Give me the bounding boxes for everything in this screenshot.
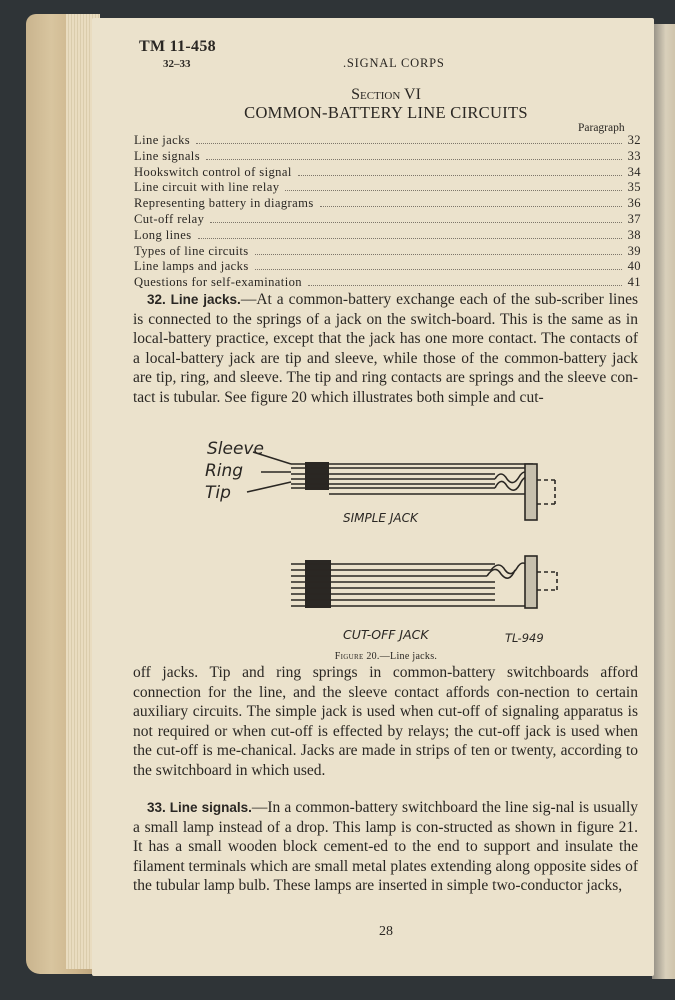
section-title: COMMON-BATTERY LINE CIRCUITS [244, 103, 528, 122]
figure-caption [0, 651, 675, 662]
paragraph-33-heading: 33. Line signals. [147, 800, 252, 815]
toc-entry [134, 228, 641, 244]
running-header: .SIGNAL CORPS [343, 56, 445, 70]
header-paragraph-range: 32–33 [163, 58, 191, 70]
table-of-contents [134, 133, 641, 291]
toc-entry-paragraph: 33 [627, 148, 641, 163]
ring-label: Ring [205, 461, 244, 481]
toc-entry [134, 244, 641, 260]
toc-entry [134, 133, 641, 149]
toc-entry-paragraph: 35 [627, 180, 641, 195]
paragraph-33 [133, 798, 638, 896]
manual-number: TM 11-458 [139, 38, 216, 55]
toc-entry [134, 275, 641, 291]
toc-entry-title: Representing battery in diagrams [134, 196, 314, 211]
toc-entry-title: Questions for self-examination [134, 275, 302, 290]
paragraph-32 [133, 290, 638, 408]
tip-label: Tip [205, 483, 231, 503]
figure-20-line-jacks [195, 432, 585, 657]
section-label: Section VI [351, 86, 421, 103]
toc-entry-title: Cut-off relay [134, 211, 205, 226]
toc-entry-title: Hookswitch control of signal [134, 164, 292, 179]
toc-entry-paragraph: 40 [627, 259, 641, 274]
page-number: 28 [379, 924, 393, 939]
simple-jack-sleeve-block [305, 462, 329, 490]
toc-entry-paragraph: 36 [627, 196, 641, 211]
toc-entry [134, 165, 641, 181]
paragraph-32-heading: 32. Line jacks. [147, 292, 241, 307]
toc-entry-title: Line circuit with line relay [134, 180, 280, 195]
figure-caption-text: —Line jacks. [379, 651, 438, 662]
paragraph-32-text: —At a common-battery exchange each of the sub-scriber lines is connected to the springs of a jack on the switch-board. This is the same as in local-battery practice, except that the jack has one more contact. The contacts of a local-battery jack are tip and sleeve, while those of the common-battery jack are tip, ring, and sleeve. The tip and ring contacts are springs and the sleeve con-tact is tubular. See figure 20 which illustrates both simple and cut- [133, 291, 638, 406]
paragraph-32-continued: off jacks. Tip and ring springs in common-battery switchboards afford connection for the line, and the sleeve contact affords con-nection to certain auxiliary circuits. The simple jack is used when cut-off of signaling apparatus is not required or when cut-off is effected by relays; the cut-off jack is used when the cut-off is me-chanical. Jacks are made in strips of ten or twenty, according to the switchboard in which used. [133, 664, 638, 779]
facing-page-edge [652, 24, 675, 979]
simple-jack-label: SIMPLE JACK [343, 511, 418, 525]
toc-entry [134, 180, 641, 196]
toc-entry-paragraph: 37 [627, 211, 641, 226]
toc-entry-paragraph: 38 [627, 227, 641, 242]
toc-entry-title: Line signals [134, 148, 201, 163]
toc-entry [134, 212, 641, 228]
toc-entry-title: Types of line circuits [134, 243, 249, 258]
toc-entry [134, 196, 641, 212]
toc-entry-paragraph: 41 [627, 275, 641, 290]
toc-entry-title: Long lines [134, 227, 192, 242]
toc-entry [134, 149, 641, 165]
toc-entry-paragraph: 34 [627, 164, 641, 179]
sleeve-label: Sleeve [207, 439, 264, 459]
cutoff-jack-label: CUT-OFF JACK [343, 627, 429, 642]
toc-entry-title: Line jacks [134, 133, 191, 147]
figure-caption-prefix: Figure 20. [334, 651, 380, 662]
paragraph-33-text: —In a common-battery switchboard the line sig-nal is usually a small lamp instead of a drop. This lamp is con-structed as shown in figure 21. It has a small wooden block cement-ed to the end to support and insulate the filament terminals which are small metal plates extending along opposite sides of the tubular lamp bulb. These lamps are inserted in simple two-conductor jacks, [133, 799, 638, 895]
drawing-number: TL-949 [505, 631, 544, 645]
toc-entry [134, 259, 641, 275]
toc-entry-title: Line lamps and jacks [134, 259, 249, 274]
toc-entry-paragraph: 32 [627, 133, 641, 147]
toc-entry-paragraph: 39 [627, 243, 641, 258]
toc-column-heading: Paragraph [578, 122, 625, 134]
